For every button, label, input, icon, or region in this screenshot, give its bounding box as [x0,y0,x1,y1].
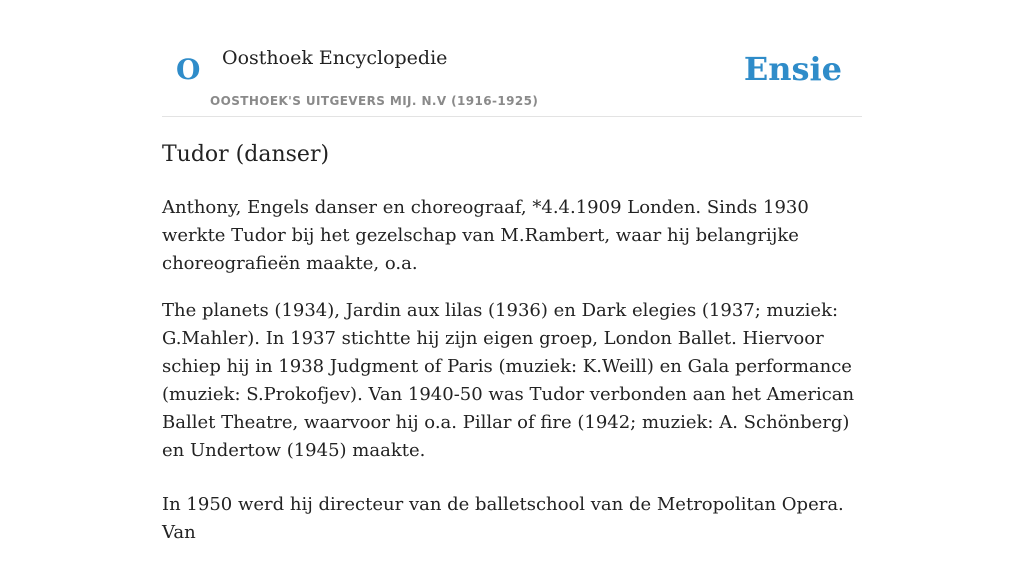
publication-logo[interactable]: O [176,53,201,86]
article-paragraph: Anthony, Engels danser en choreograaf, *4.4.1909 Londen. Sinds 1930 werkte Tudor bij het gezelschap van M.Rambert, waar hij belangrijke choreografieën maakte, o.a. [162,197,809,274]
article-paragraph: The planets (1934), Jardin aux lilas (1936) en Dark elegies (1937; muziek: G.Mahler). In 1937 stichtte hij zijn eigen groep, London Ballet. Hiervoor schiep hij in 1938 Judgment of Paris (muziek: K.Weill) en Gala performance (muziek: S.Prokofjev). Van 1940-50 was Tudor verbonden aan het American Ballet Theatre, waarvoor hij o.a. Pillar of fire (1942; muziek: A. Schönberg) en Undertow (1945) maakte. [162,300,855,461]
article-paragraph: In 1950 werd hij directeur van de balletschool van de Metropolitan Opera. Van [162,494,844,543]
site-header [162,0,862,117]
publication-title[interactable]: Oosthoek Encyclopedie [222,47,448,69]
article-content [162,138,862,566]
article-title: Tudor (danser) [162,142,330,167]
brand-logo-link[interactable]: Ensie [743,50,842,88]
publisher-name: OOSTHOEK'S UITGEVERS MIJ. N.V (1916-1925) [210,94,539,108]
